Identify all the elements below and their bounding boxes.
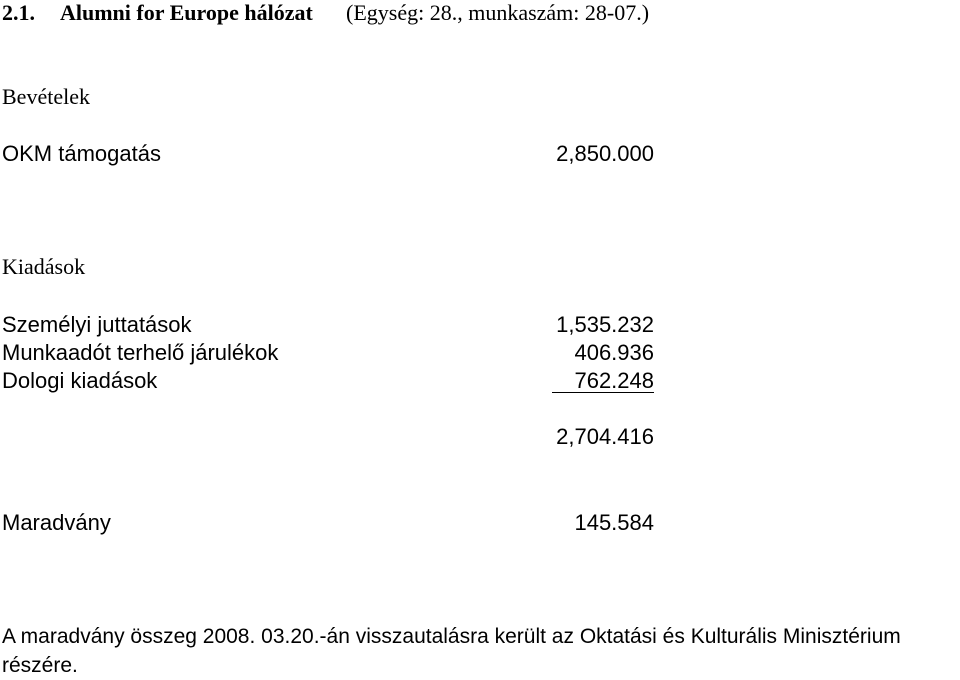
income-item-amount: 2,850.000 [556,141,654,166]
expense-item-label: Személyi juttatások [2,312,192,337]
expense-item-label: Dologi kiadások [2,368,158,393]
expense-item-label: Munkaadót terhelő járulékok [2,340,279,365]
remainder-note: A maradvány összeg 2008. 03.20.-án visszautalásra került az Oktatási és Kulturális Minisztérium részére. [2,625,901,677]
expenses-total: 2,704.416 [556,424,654,449]
expense-item-amount: 762.248 [552,370,654,393]
expense-item-amount: 1,535.232 [556,312,654,337]
remainder-amount: 145.584 [574,510,654,535]
section-title: Alumni for Europe hálózat [60,0,313,25]
income-heading: Bevételek [2,84,90,109]
expense-item-amount-underlined [552,368,654,394]
expenses-heading: Kiadások [2,254,86,279]
section-number: 2.1. [2,0,35,25]
income-item-label: OKM támogatás [2,141,161,166]
expense-item-amount: 406.936 [574,340,654,365]
remainder-label: Maradvány [2,510,111,535]
unit-info: (Egység: 28., munkaszám: 28-07.) [346,0,650,25]
